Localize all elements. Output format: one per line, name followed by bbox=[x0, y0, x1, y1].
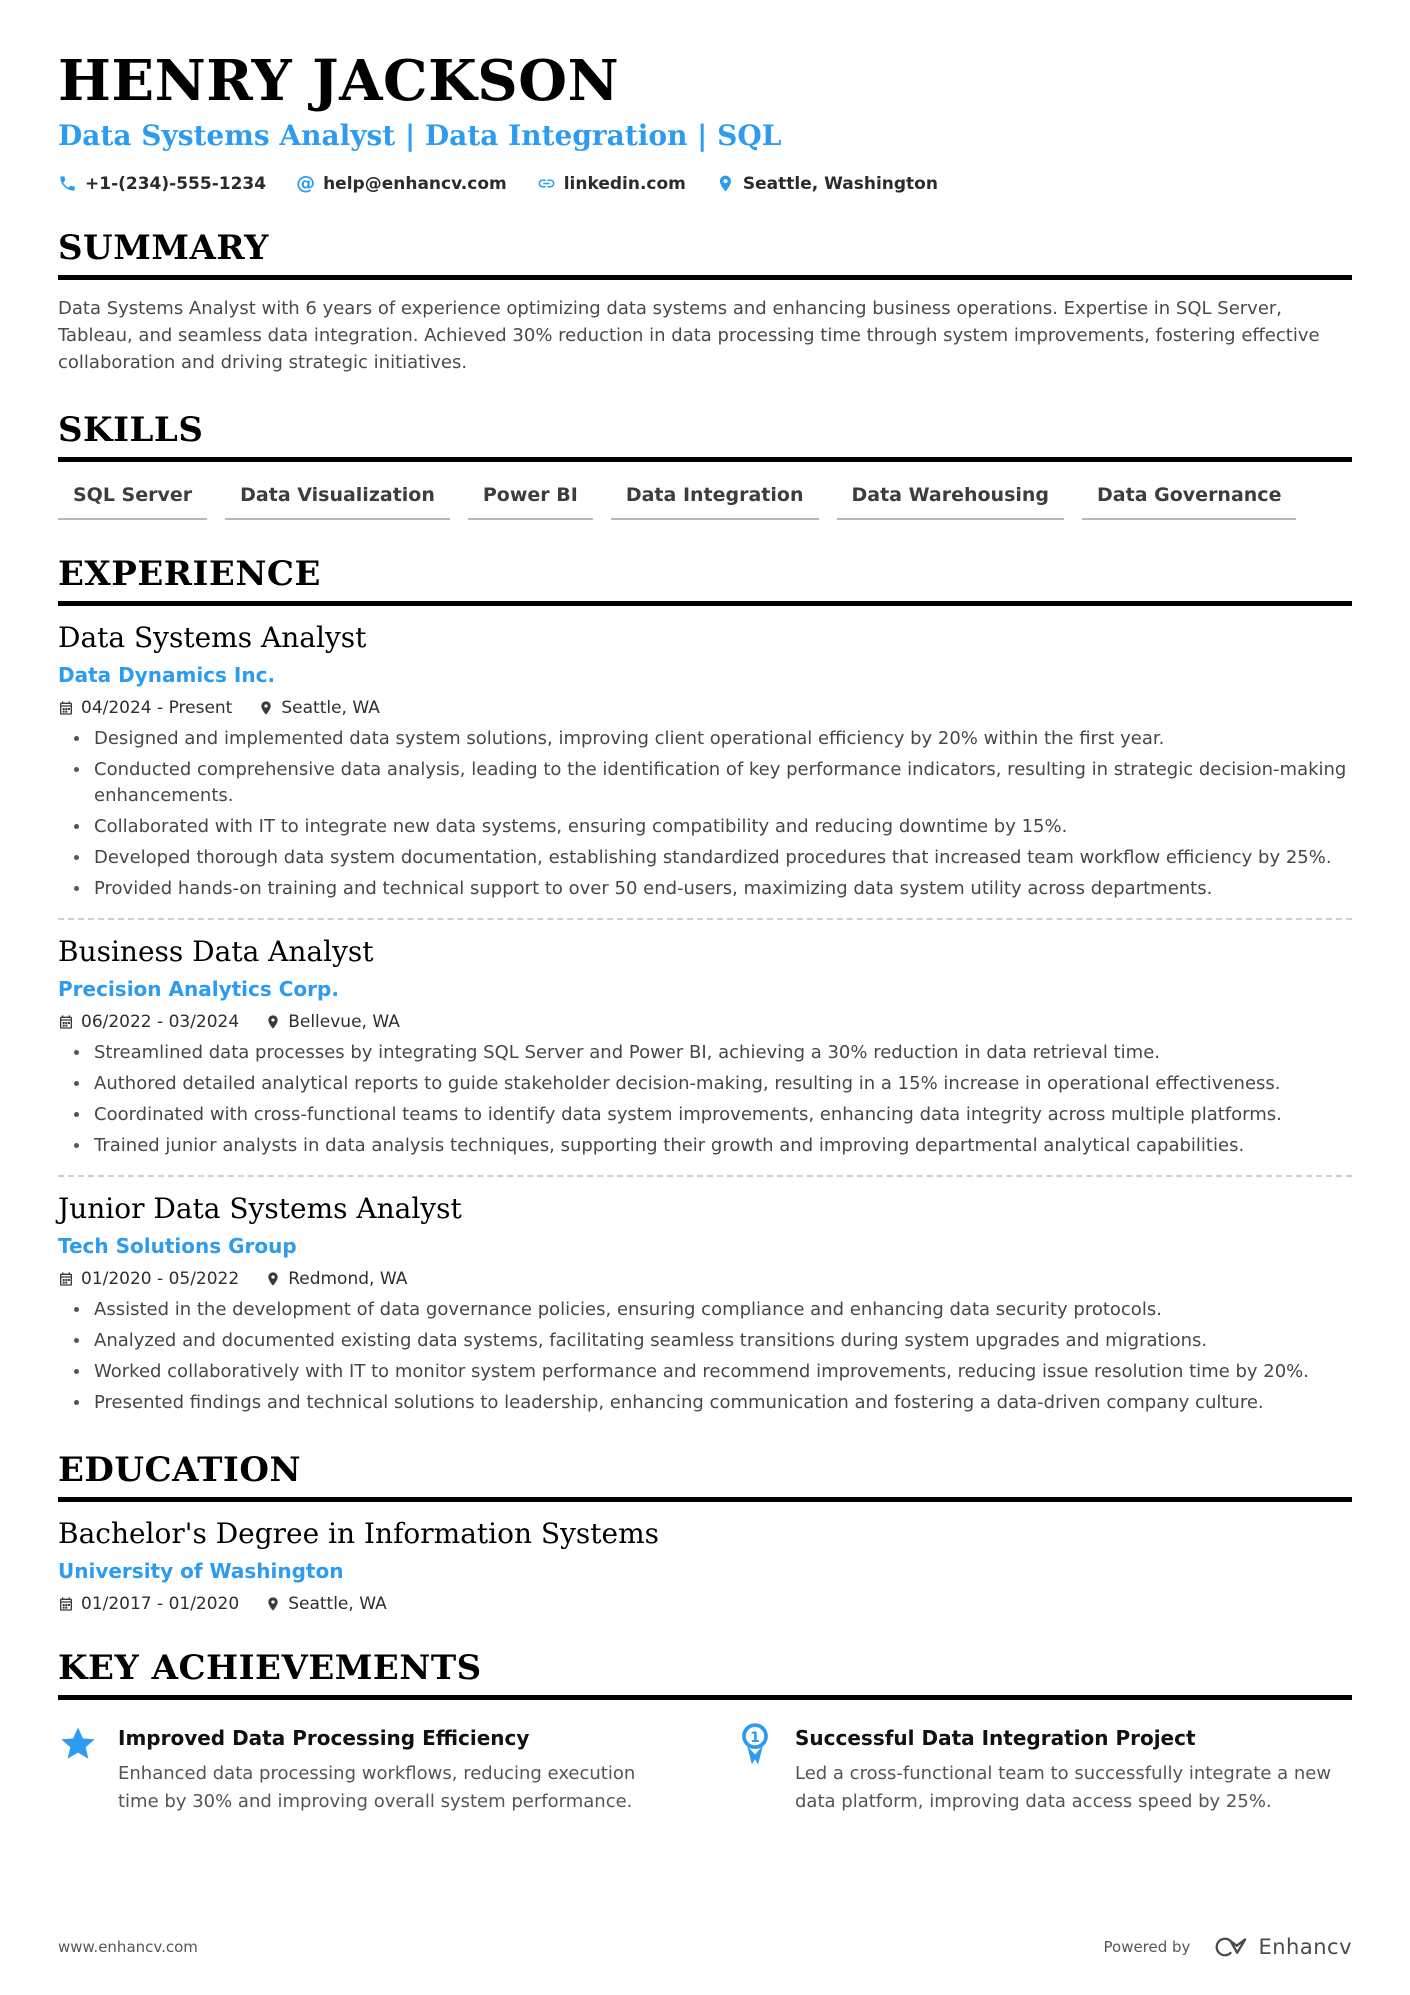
skills-heading: SKILLS bbox=[58, 410, 1352, 462]
star-icon bbox=[58, 1722, 98, 1766]
experience-section bbox=[58, 554, 1352, 1416]
skill-item: Data Visualization bbox=[225, 484, 450, 520]
achievements-heading: KEY ACHIEVEMENTS bbox=[58, 1648, 1352, 1700]
achievement-description: Led a cross-functional team to successfully integrate a new data platform, improving data access speed by 25%. bbox=[795, 1762, 1332, 1812]
job-bullets bbox=[58, 1297, 1352, 1416]
achievements-grid bbox=[58, 1722, 1352, 1816]
job-title: Business Data Analyst bbox=[58, 934, 374, 968]
job-bullets bbox=[58, 1040, 1352, 1159]
job-bullet: Provided hands-on training and technical support to over 50 end-users, maximizing data system utility across departments. bbox=[58, 876, 1352, 902]
resume-header bbox=[58, 48, 1352, 195]
location-item bbox=[716, 174, 938, 194]
location-text: Seattle, WA bbox=[281, 697, 380, 718]
job-bullet: Presented findings and technical solutions to leadership, enhancing communication and fostering a data-driven company culture. bbox=[58, 1390, 1352, 1416]
pin-icon bbox=[265, 1596, 281, 1612]
company-name: Precision Analytics Corp. bbox=[58, 976, 339, 1001]
pin-icon bbox=[265, 1271, 281, 1287]
experience-entry bbox=[58, 1177, 1352, 1416]
job-meta-row bbox=[58, 698, 1352, 718]
date-range bbox=[58, 1269, 239, 1289]
enhancv-site-link[interactable]: www.enhancv.com bbox=[58, 1938, 198, 1956]
powered-by bbox=[1104, 1935, 1353, 1959]
job-bullet: Trained junior analysts in data analysis techniques, supporting their growth and improving departmental analytical capabilities. bbox=[58, 1133, 1352, 1159]
page-footer bbox=[58, 1935, 1352, 1959]
job-bullets bbox=[58, 726, 1352, 902]
phone-icon bbox=[58, 174, 77, 193]
person-name: HENRY JACKSON bbox=[58, 48, 620, 114]
job-location bbox=[265, 1269, 407, 1289]
job-bullet: Analyzed and documented existing data systems, facilitating seamless transitions during system upgrades and migrations. bbox=[58, 1328, 1352, 1354]
job-bullet: Assisted in the development of data governance policies, ensuring compliance and enhancing data security protocols. bbox=[58, 1297, 1352, 1323]
skill-item: Data Governance bbox=[1082, 484, 1296, 520]
summary-heading: SUMMARY bbox=[58, 228, 1352, 280]
achievement-description: Enhanced data processing workflows, reducing execution time by 30% and improving overall system performance. bbox=[118, 1762, 636, 1812]
school-name: University of Washington bbox=[58, 1558, 344, 1583]
education-entry bbox=[58, 1502, 1352, 1614]
svg-text:1: 1 bbox=[750, 1729, 760, 1746]
location-text: Bellevue, WA bbox=[288, 1011, 400, 1032]
job-bullet: Coordinated with cross-functional teams to identify data system improvements, enhancing data integrity across multiple platforms. bbox=[58, 1102, 1352, 1128]
location-text: Seattle, WA bbox=[288, 1593, 387, 1614]
enhancv-brand-name: Enhancv bbox=[1258, 1935, 1352, 1959]
summary-text: Data Systems Analyst with 6 years of experience optimizing data systems and enhancing business operations. Expertise in SQL Server, Tableau, and seamless data integration. Achieved 30% reduction in data processing time through system improvements, fostering effective collaboration and driving strategic initiatives. bbox=[58, 297, 1320, 373]
calendar-icon bbox=[58, 1596, 74, 1612]
job-bullet: Collaborated with IT to integrate new data systems, ensuring compatibility and reducing downtime by 15%. bbox=[58, 814, 1352, 840]
job-meta-row bbox=[58, 1012, 1352, 1032]
calendar-icon bbox=[58, 1014, 74, 1030]
date-text: 01/2017 - 01/2020 bbox=[81, 1593, 240, 1614]
calendar-icon bbox=[58, 700, 74, 716]
job-location bbox=[258, 698, 380, 718]
location-icon bbox=[716, 174, 735, 193]
achievements-section bbox=[58, 1648, 1352, 1816]
job-bullet: Designed and implemented data system solutions, improving client operational efficiency by 20% within the first year. bbox=[58, 726, 1352, 752]
date-text: 06/2022 - 03/2024 bbox=[81, 1011, 240, 1032]
achievement-item bbox=[58, 1722, 675, 1816]
date-text: 01/2020 - 05/2022 bbox=[81, 1268, 240, 1289]
degree-title: Bachelor's Degree in Information Systems bbox=[58, 1516, 660, 1550]
email-text: help@enhancv.com bbox=[323, 173, 507, 194]
education-meta-row bbox=[58, 1594, 1352, 1614]
pin-icon bbox=[258, 700, 274, 716]
job-bullet: Authored detailed analytical reports to guide stakeholder decision-making, resulting in a 15% increase in operational effectiveness. bbox=[58, 1071, 1352, 1097]
job-location bbox=[265, 1012, 400, 1032]
link-icon bbox=[537, 174, 556, 193]
date-text: 04/2024 - Present bbox=[81, 697, 233, 718]
job-bullet: Conducted comprehensive data analysis, leading to the identification of key performance indicators, resulting in strategic decision-making enhancements. bbox=[58, 757, 1352, 809]
skill-item: Power BI bbox=[468, 484, 593, 520]
calendar-icon bbox=[58, 1271, 74, 1287]
linkedin-text: linkedin.com bbox=[563, 173, 686, 194]
education-heading: EDUCATION bbox=[58, 1450, 1352, 1502]
enhancv-brand-link[interactable] bbox=[1204, 1935, 1352, 1959]
phone-text: +1-(234)-555-1234 bbox=[85, 173, 267, 194]
skill-item: Data Warehousing bbox=[837, 484, 1065, 520]
job-bullet: Worked collaboratively with IT to monitor system performance and recommend improvements, reducing issue resolution time by 20%. bbox=[58, 1359, 1352, 1385]
date-range bbox=[58, 1594, 239, 1614]
phone-link[interactable] bbox=[58, 174, 266, 194]
experience-entry bbox=[58, 606, 1352, 902]
achievement-item bbox=[735, 1722, 1352, 1816]
job-title: Data Systems Analyst bbox=[58, 620, 367, 654]
skill-item: SQL Server bbox=[58, 484, 207, 520]
education-location bbox=[265, 1594, 387, 1614]
location-text: Seattle, Washington bbox=[742, 173, 938, 194]
medal-icon bbox=[735, 1722, 775, 1766]
skill-item: Data Integration bbox=[611, 484, 819, 520]
job-meta-row bbox=[58, 1269, 1352, 1289]
powered-by-label: Powered by bbox=[1103, 1938, 1191, 1956]
enhancv-logo-icon bbox=[1204, 1935, 1250, 1959]
contact-row bbox=[58, 174, 1352, 194]
skills-row bbox=[58, 484, 1352, 520]
achievement-title: Successful Data Integration Project bbox=[795, 1725, 1196, 1750]
job-title: Junior Data Systems Analyst bbox=[58, 1191, 462, 1225]
pin-icon bbox=[265, 1014, 281, 1030]
location-text: Redmond, WA bbox=[288, 1268, 408, 1289]
summary-section bbox=[58, 228, 1352, 376]
linkedin-link[interactable] bbox=[537, 174, 686, 194]
at-icon: @ bbox=[296, 172, 316, 195]
date-range bbox=[58, 1012, 239, 1032]
company-name: Tech Solutions Group bbox=[58, 1233, 297, 1258]
experience-heading: EXPERIENCE bbox=[58, 554, 1352, 606]
job-bullet: Streamlined data processes by integrating SQL Server and Power BI, achieving a 30% reduction in data retrieval time. bbox=[58, 1040, 1352, 1066]
headline: Data Systems Analyst | Data Integration | SQL bbox=[58, 118, 782, 152]
skills-section bbox=[58, 410, 1352, 520]
education-section bbox=[58, 1450, 1352, 1614]
email-link[interactable] bbox=[296, 174, 507, 194]
achievement-title: Improved Data Processing Efficiency bbox=[118, 1725, 530, 1750]
experience-entry bbox=[58, 920, 1352, 1159]
date-range bbox=[58, 698, 232, 718]
job-bullet: Developed thorough data system documentation, establishing standardized procedures that increased team workflow efficiency by 25%. bbox=[58, 845, 1352, 871]
company-name: Data Dynamics Inc. bbox=[58, 662, 276, 687]
